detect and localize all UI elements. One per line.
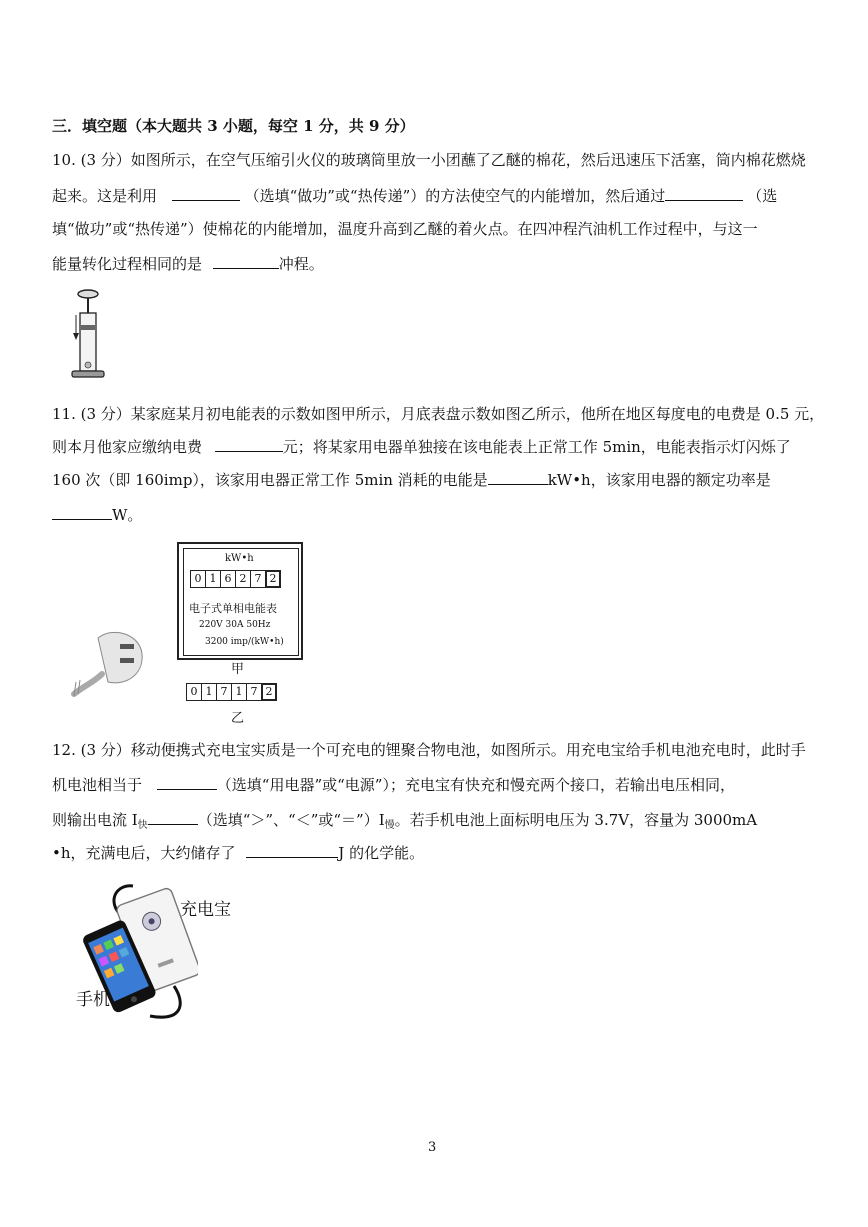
q12-line-4 (52, 843, 424, 863)
meter-unit: kW•h (225, 553, 254, 564)
q10-blank-3[interactable] (213, 254, 279, 269)
q12-text: •h，充满电后，大约储存了 (52, 844, 236, 862)
q10-line-4 (52, 254, 324, 274)
meter-digit: 0 (186, 683, 202, 701)
q12-line-2 (52, 775, 735, 795)
q12-text: （选填“＞”、“＜”或“＝”）I (197, 811, 385, 829)
q12-text: （选填“用电器”或“电源”）；充电宝有快充和慢充两个接口，若输出电压相同， (216, 776, 735, 794)
q10-blank-2[interactable] (665, 186, 743, 201)
meter-digit: 2 (265, 570, 281, 588)
section-title: 三．填空题（本大题共 3 小题，每空 1 分，共 9 分） (52, 117, 415, 135)
q11-line-1: 11. (3 分）某家庭某月初电能表的示数如图甲所示，月底表盘示数如图乙所示，他所在地区每度电的电费是 0.5 元， (52, 405, 825, 423)
compression-igniter-figure (68, 285, 108, 385)
meter-spec-1: 220V 30A 50Hz (199, 620, 271, 630)
meter-digit: 2 (235, 570, 251, 588)
q10-text: （选填“做功”或“热传递”）的方法使空气的内能增加，然后通过 (244, 187, 666, 205)
q10-text: 起来。这是利用 (52, 187, 158, 205)
q11-blank-1[interactable] (215, 437, 283, 452)
meter-digit: 1 (231, 683, 247, 701)
q12-line-1: 12. (3 分）移动便携式充电宝实质是一个可充电的锂聚合物电池，如图所示。用充电宝给手机电池充电时，此时手 (52, 741, 806, 759)
plug-figure (68, 624, 148, 700)
q10-blank-1[interactable] (172, 186, 240, 201)
meter-digit: 0 (190, 570, 206, 588)
meter-digit: 7 (246, 683, 262, 701)
label-yi: 乙 (231, 711, 245, 726)
meter-digit: 1 (205, 570, 221, 588)
q12-sub-slow: 慢 (384, 820, 395, 831)
q11-text: W。 (112, 506, 143, 524)
label-phone: 手机 (76, 990, 110, 1010)
q12-text: 则输出电流 I (52, 811, 138, 829)
q12-text: J 的化学能。 (338, 844, 425, 862)
meter-digit: 7 (216, 683, 232, 701)
q12-text: 。若手机电池上面标明电压为 3.7V，容量为 3000mA (394, 811, 758, 829)
meter-digit: 1 (201, 683, 217, 701)
page-number: 3 (428, 1140, 437, 1155)
q12-blank-2[interactable] (148, 810, 198, 825)
meter-digit: 2 (261, 683, 277, 701)
meter-digit: 6 (220, 570, 236, 588)
q11-text: kW•h，该家用电器的额定功率是 (547, 471, 771, 489)
q11-blank-2[interactable] (488, 470, 548, 485)
label-jia: 甲 (231, 662, 245, 677)
q10-line-2 (52, 186, 777, 206)
q10-line-3: 填“做功”或“热传递”）使棉花的内能增加，温度升高到乙醚的着火点。在四冲程汽油机工作过程中，与这一 (52, 220, 758, 238)
q11-line-3 (52, 470, 771, 490)
q11-text: 160 次（即 160imp），该家用电器正常工作 5min 消耗的电能是 (52, 471, 488, 489)
meter-digits-yi (187, 683, 277, 701)
q12-sub-fast: 快 (137, 820, 148, 831)
q11-text: 元；将某家用电器单独接在该电能表上正常工作 5min，电能表指示灯闪烁了 (282, 438, 791, 456)
q11-blank-3[interactable] (52, 505, 112, 520)
q10-line-1: 10. (3 分）如图所示，在空气压缩引火仪的玻璃筒里放一小团蘸了乙醚的棉花，然后迅速压下活塞，筒内棉花燃烧 (52, 151, 806, 169)
meter-spec-2: 3200 imp/(kW•h) (205, 637, 284, 647)
q12-line-3 (52, 810, 757, 833)
q10-text: 冲程。 (278, 255, 324, 273)
meter-digit: 7 (250, 570, 266, 588)
q10-text: （选 (747, 187, 778, 205)
q11-line-4 (52, 505, 142, 525)
q11-text: 则本月他家应缴纳电费 (52, 438, 203, 456)
q10-text: 能量转化过程相同的是 (52, 255, 203, 273)
q12-text: 机电池相当于 (52, 776, 143, 794)
q11-line-2 (52, 437, 791, 457)
q12-blank-1[interactable] (157, 775, 217, 790)
label-power-bank: 充电宝 (180, 900, 231, 920)
electricity-meter-jia (177, 542, 303, 660)
meter-digits-jia (191, 570, 281, 588)
q12-blank-3[interactable] (246, 843, 338, 858)
meter-name: 电子式单相电能表 (189, 602, 277, 615)
